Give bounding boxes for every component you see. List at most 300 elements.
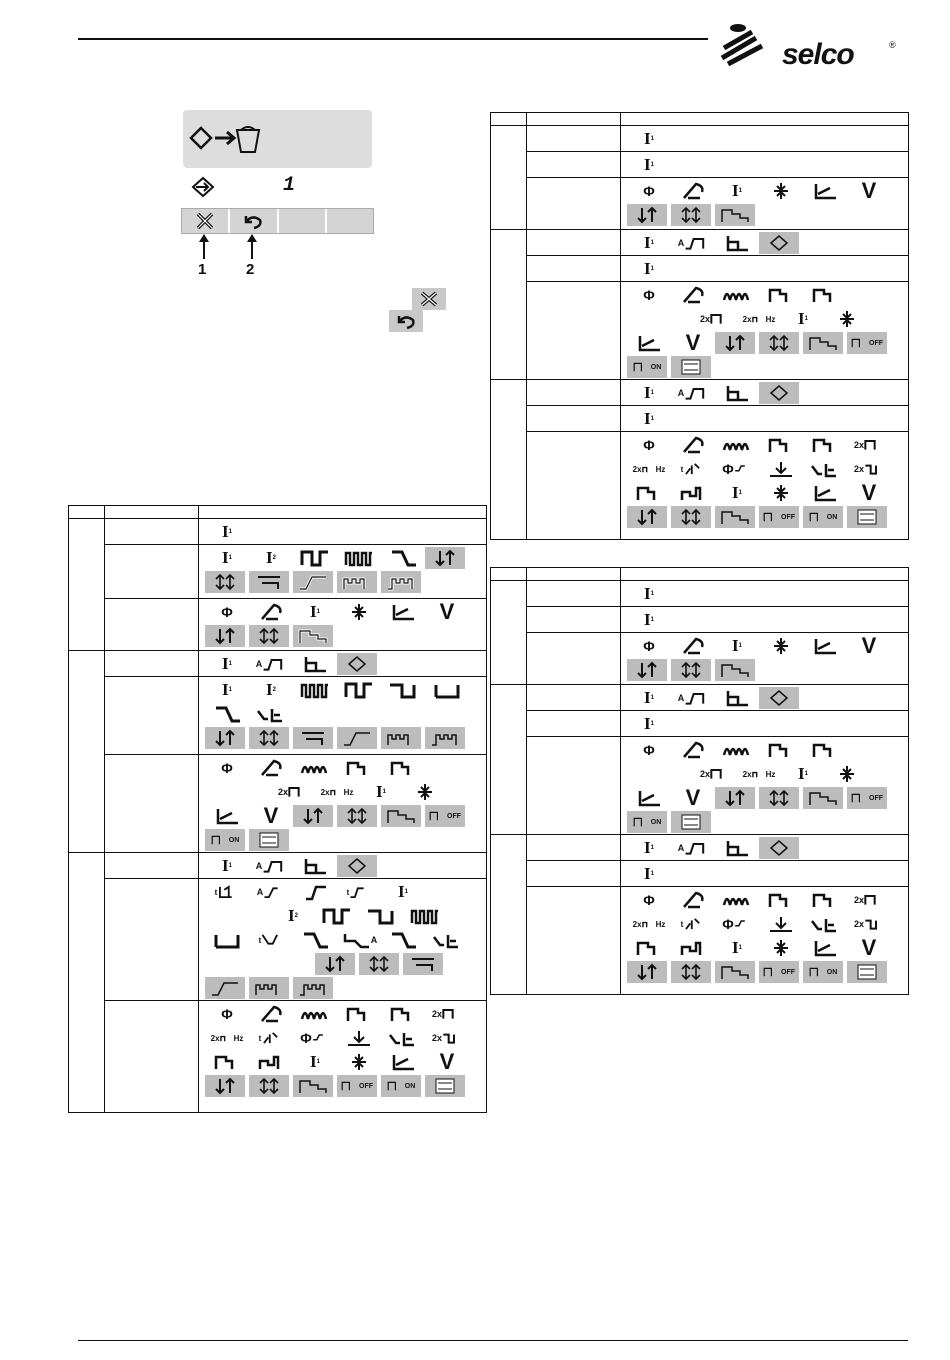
torch-icon bbox=[671, 739, 715, 761]
updown2-icon bbox=[759, 332, 799, 354]
updown2-icon bbox=[671, 659, 711, 681]
t-level-icon bbox=[293, 727, 333, 749]
crossarrows-icon bbox=[759, 937, 803, 959]
icon-cell bbox=[199, 1001, 487, 1113]
phi-icon: Φ bbox=[643, 183, 655, 199]
on-key-icon: ON bbox=[627, 356, 667, 378]
voltage-icon: V bbox=[861, 480, 877, 505]
updown-icon bbox=[293, 805, 333, 827]
t-valley-icon: t bbox=[249, 929, 293, 951]
updown-icon bbox=[425, 547, 465, 569]
undo-icon bbox=[395, 313, 417, 329]
current-i2-icon: I 2 bbox=[266, 548, 276, 567]
current-i1-icon: I 1 bbox=[222, 522, 232, 541]
off-key-icon: OFF bbox=[337, 1075, 377, 1097]
2x-pulse-icon: 2x bbox=[425, 1003, 469, 1025]
voltage-icon: V bbox=[861, 178, 877, 203]
down-ramp-icon bbox=[205, 703, 249, 725]
phi-icon: Φ bbox=[643, 892, 655, 908]
slope-icon bbox=[381, 1051, 425, 1073]
header-rule bbox=[78, 38, 708, 40]
down-ramp-icon bbox=[293, 929, 337, 951]
col-h-3 bbox=[621, 113, 909, 126]
current-i1-icon: I 1 bbox=[644, 688, 654, 707]
current-i1-icon: I 1 bbox=[398, 882, 408, 901]
2x-hz-icon: 2x Hz bbox=[742, 769, 776, 779]
torch-icon bbox=[671, 180, 715, 202]
cancel-icon bbox=[419, 291, 439, 307]
voltage-icon: V bbox=[861, 633, 877, 658]
current-i1-icon: I 1 bbox=[732, 636, 742, 655]
label-cell bbox=[527, 126, 621, 152]
mode-table-right-bottom bbox=[490, 567, 909, 995]
col-h-2 bbox=[527, 568, 621, 581]
t-drop-icon: t bbox=[249, 1027, 293, 1049]
icon-cell bbox=[199, 879, 487, 1001]
panel-key-icon bbox=[249, 829, 289, 851]
pulse-sync2-icon bbox=[381, 571, 421, 593]
icon-cell bbox=[621, 711, 909, 737]
pulse-khz-icon bbox=[337, 547, 381, 569]
icon-cell bbox=[621, 432, 909, 540]
icon-cell bbox=[621, 178, 909, 230]
drop-t-icon bbox=[381, 1027, 425, 1049]
current-i1-icon: I 1 bbox=[644, 610, 654, 629]
label-cell bbox=[527, 380, 621, 406]
pulse-sync-icon bbox=[381, 727, 421, 749]
undo-key-example bbox=[389, 310, 423, 332]
label-cell bbox=[527, 406, 621, 432]
undo-icon bbox=[242, 212, 264, 230]
current-i1-icon: I 1 bbox=[798, 309, 808, 328]
voltage-icon: V bbox=[439, 1049, 455, 1074]
phi-icon: Φ bbox=[643, 437, 655, 453]
pulse-hz-icon bbox=[315, 905, 359, 927]
slope-icon bbox=[205, 805, 249, 827]
current-i1-icon: I 1 bbox=[644, 155, 654, 174]
t-ramp-icon: t bbox=[337, 881, 381, 903]
icon-cell bbox=[199, 545, 487, 599]
slope-icon bbox=[381, 601, 425, 623]
label-cell bbox=[105, 599, 199, 651]
a-down-icon: A bbox=[337, 929, 381, 951]
panel-key-icon bbox=[847, 506, 887, 528]
drop-t-icon bbox=[425, 929, 469, 951]
crossarrows-icon bbox=[759, 482, 803, 504]
icon-cell bbox=[621, 861, 909, 887]
t-drop-icon: t bbox=[205, 881, 249, 903]
phi-icon: Φ bbox=[221, 1006, 233, 1022]
a-step-icon: A bbox=[249, 855, 293, 877]
torch-icon bbox=[671, 635, 715, 657]
current-i1-icon: I 1 bbox=[222, 856, 232, 875]
off-key-icon: OFF bbox=[847, 787, 887, 809]
crossarrows-icon bbox=[337, 1051, 381, 1073]
icon-cell bbox=[621, 737, 909, 835]
pulse-pct-icon bbox=[359, 905, 403, 927]
label-cell bbox=[527, 633, 621, 685]
updown2-icon bbox=[249, 1075, 289, 1097]
icon-cell bbox=[199, 599, 487, 651]
step-a-icon bbox=[337, 757, 381, 779]
2x-pulse-icon: 2x bbox=[847, 434, 891, 456]
steps-icon bbox=[293, 625, 333, 647]
current-i1-icon: I 1 bbox=[644, 259, 654, 278]
crossarrows-icon bbox=[403, 781, 447, 803]
on-key-icon: ON bbox=[205, 829, 245, 851]
on-key-icon: ON bbox=[627, 811, 667, 833]
icon-cell bbox=[621, 230, 909, 256]
phi-icon: Φ bbox=[221, 604, 233, 620]
cancel-key-example bbox=[412, 288, 446, 310]
step-a-icon bbox=[759, 284, 803, 306]
diamond-key-icon bbox=[759, 232, 799, 254]
steps-icon bbox=[715, 659, 755, 681]
step-t-icon bbox=[671, 937, 715, 959]
callout-2: 2 bbox=[246, 261, 255, 278]
step-b-icon bbox=[803, 284, 847, 306]
icon-cell bbox=[621, 152, 909, 178]
crossarrows-icon bbox=[825, 308, 869, 330]
phi-icon: Φ bbox=[643, 287, 655, 303]
2x-hz-icon: 2x Hz bbox=[320, 787, 354, 797]
icon-cell bbox=[621, 282, 909, 380]
updown2-icon bbox=[337, 805, 377, 827]
panel-key-icon bbox=[425, 1075, 465, 1097]
current-i1-icon: I 1 bbox=[644, 584, 654, 603]
icon-cell bbox=[621, 581, 909, 607]
drop-t-icon bbox=[803, 913, 847, 935]
slope-icon bbox=[803, 180, 847, 202]
coil-icon bbox=[715, 284, 759, 306]
label-cell bbox=[527, 230, 621, 256]
col-h-3 bbox=[199, 506, 487, 519]
coil-icon bbox=[293, 1003, 337, 1025]
on-key-icon: ON bbox=[381, 1075, 421, 1097]
group-cell bbox=[491, 230, 527, 380]
rise-icon bbox=[337, 727, 377, 749]
label-cell bbox=[105, 677, 199, 755]
pulse-hz-icon bbox=[293, 547, 337, 569]
drop-t-icon bbox=[803, 458, 847, 480]
pulse-a-icon bbox=[205, 929, 249, 951]
brand-reg: ® bbox=[889, 40, 896, 50]
updown2-icon bbox=[205, 571, 245, 593]
label-cell bbox=[527, 178, 621, 230]
updown2-icon bbox=[759, 787, 799, 809]
brand-name: selco bbox=[782, 38, 854, 71]
current-i1-icon: I 1 bbox=[732, 938, 742, 957]
2x-hz-icon: 2x Hz bbox=[632, 919, 666, 929]
off-key-icon: OFF bbox=[847, 332, 887, 354]
panel-key-icon bbox=[671, 811, 711, 833]
phi-icon: Φ bbox=[643, 742, 655, 758]
label-cell bbox=[527, 152, 621, 178]
phi-ramp-icon: Φ bbox=[293, 1027, 337, 1049]
group-cell bbox=[491, 581, 527, 685]
updown-icon bbox=[315, 953, 355, 975]
step-icon bbox=[293, 855, 337, 877]
label-cell bbox=[105, 651, 199, 677]
current-i1-icon: I 1 bbox=[222, 548, 232, 567]
group-cell bbox=[69, 853, 105, 1113]
icon-cell bbox=[621, 126, 909, 152]
steps-icon bbox=[715, 204, 755, 226]
empty-softkey-4[interactable] bbox=[327, 209, 373, 233]
updown-icon bbox=[627, 204, 667, 226]
label-cell bbox=[527, 256, 621, 282]
icon-cell bbox=[199, 853, 487, 879]
arrow-down-icon bbox=[759, 913, 803, 935]
icon-cell bbox=[621, 607, 909, 633]
label-cell bbox=[527, 432, 621, 540]
2x-pulse-icon: 2x bbox=[693, 308, 737, 330]
updown2-icon bbox=[671, 506, 711, 528]
step-a-icon bbox=[337, 1003, 381, 1025]
lcd-screen bbox=[183, 110, 372, 168]
phi-ramp-icon: Φ bbox=[715, 458, 759, 480]
coil-icon bbox=[715, 434, 759, 456]
undo-softkey[interactable] bbox=[230, 209, 278, 233]
crossarrows-icon bbox=[337, 601, 381, 623]
current-i1-icon: I 1 bbox=[644, 838, 654, 857]
current-i1-icon: I 1 bbox=[644, 383, 654, 402]
icon-cell bbox=[621, 887, 909, 995]
a-step-icon: A bbox=[249, 653, 293, 675]
group-cell bbox=[69, 519, 105, 651]
steps-icon bbox=[715, 506, 755, 528]
diamond-key-icon bbox=[759, 687, 799, 709]
softkey-bar bbox=[181, 208, 374, 234]
status-row bbox=[183, 174, 372, 200]
voltage-icon: V bbox=[861, 935, 877, 960]
step-a-icon bbox=[759, 739, 803, 761]
panel-key-icon bbox=[847, 961, 887, 983]
steps-icon bbox=[803, 332, 843, 354]
steps-icon bbox=[715, 961, 755, 983]
arrow-down-icon bbox=[759, 458, 803, 480]
col-h-2 bbox=[527, 113, 621, 126]
crossarrows-icon bbox=[825, 763, 869, 785]
label-cell bbox=[527, 861, 621, 887]
phi-icon: Φ bbox=[643, 638, 655, 654]
2x-pulse-icon: 2x bbox=[847, 889, 891, 911]
diamond-key-icon bbox=[337, 653, 377, 675]
callout-1: 1 bbox=[198, 261, 207, 278]
load-to-memory-icon bbox=[189, 124, 269, 156]
label-cell bbox=[105, 519, 199, 545]
coil-icon bbox=[293, 757, 337, 779]
icon-cell bbox=[199, 651, 487, 677]
t-drop-icon: t bbox=[671, 458, 715, 480]
step-c-icon bbox=[205, 1051, 249, 1073]
job-number: 1 bbox=[283, 174, 296, 197]
a-step-icon: A bbox=[671, 232, 715, 254]
torch-icon bbox=[671, 434, 715, 456]
current-i1-icon: I 1 bbox=[644, 409, 654, 428]
mode-table-right-top bbox=[490, 112, 909, 540]
updown-icon bbox=[715, 332, 755, 354]
coil-icon bbox=[715, 739, 759, 761]
cancel-softkey[interactable] bbox=[182, 209, 230, 233]
a-step-icon: A bbox=[671, 837, 715, 859]
step-icon bbox=[715, 837, 759, 859]
label-cell bbox=[105, 755, 199, 853]
crossarrows-icon bbox=[759, 635, 803, 657]
pulse-sync-icon bbox=[337, 571, 377, 593]
t-level-icon bbox=[249, 571, 289, 593]
updown2-icon bbox=[359, 953, 399, 975]
updown-icon bbox=[205, 1075, 245, 1097]
current-i1-icon: I 1 bbox=[644, 864, 654, 883]
torch-icon bbox=[249, 1003, 293, 1025]
steps-icon bbox=[803, 787, 843, 809]
slope-icon bbox=[803, 937, 847, 959]
panel-key-icon bbox=[671, 356, 711, 378]
step-a-icon bbox=[759, 889, 803, 911]
steps-icon bbox=[381, 805, 421, 827]
pulse-sync2-icon bbox=[425, 727, 465, 749]
pulse-hz-icon bbox=[337, 679, 381, 701]
step-c-icon bbox=[627, 482, 671, 504]
updown2-icon bbox=[671, 204, 711, 226]
torch-icon bbox=[671, 889, 715, 911]
callout-arrow-2 bbox=[251, 241, 253, 259]
updown-icon bbox=[627, 961, 667, 983]
drop-t-icon bbox=[249, 703, 293, 725]
step-b-icon bbox=[381, 1003, 425, 1025]
slope-icon bbox=[803, 482, 847, 504]
updown-icon bbox=[205, 727, 245, 749]
group-cell bbox=[69, 651, 105, 853]
on-key-icon: ON bbox=[803, 961, 843, 983]
label-cell bbox=[105, 879, 199, 1001]
current-i1-icon: I 1 bbox=[222, 680, 232, 699]
updown-icon bbox=[627, 506, 667, 528]
on-key-icon: ON bbox=[803, 506, 843, 528]
step-icon bbox=[715, 687, 759, 709]
group-cell bbox=[491, 126, 527, 230]
a-ramp-icon: A bbox=[249, 881, 293, 903]
updown-icon bbox=[627, 659, 667, 681]
current-i1-icon: I 1 bbox=[644, 714, 654, 733]
updown2-icon bbox=[671, 961, 711, 983]
off-key-icon: OFF bbox=[759, 961, 799, 983]
slope-icon bbox=[627, 332, 671, 354]
step-b-icon bbox=[803, 739, 847, 761]
step-icon bbox=[293, 653, 337, 675]
footer-rule bbox=[78, 1340, 908, 1341]
empty-softkey-3[interactable] bbox=[279, 209, 327, 233]
diamond-key-icon bbox=[337, 855, 377, 877]
voltage-icon: V bbox=[439, 599, 455, 624]
current-i1-icon: I 1 bbox=[222, 654, 232, 673]
label-cell bbox=[527, 282, 621, 380]
label-cell bbox=[527, 685, 621, 711]
label-cell bbox=[105, 1001, 199, 1113]
label-cell bbox=[527, 581, 621, 607]
label-cell bbox=[527, 835, 621, 861]
torch-icon bbox=[249, 601, 293, 623]
a-step-icon: A bbox=[671, 382, 715, 404]
pulse-a-icon bbox=[425, 679, 469, 701]
current-i1-icon: I 1 bbox=[376, 782, 386, 801]
label-cell bbox=[527, 887, 621, 995]
2x-pulse-icon: 2x bbox=[271, 781, 315, 803]
down-ramp-icon bbox=[381, 547, 425, 569]
torch-icon bbox=[671, 284, 715, 306]
updown2-icon bbox=[249, 625, 289, 647]
current-i2-icon: I 2 bbox=[288, 906, 298, 925]
col-h-3 bbox=[621, 568, 909, 581]
2x-hz-icon: 2x Hz bbox=[210, 1033, 244, 1043]
torch-icon bbox=[249, 757, 293, 779]
arrow-down-icon bbox=[337, 1027, 381, 1049]
label-cell bbox=[105, 853, 199, 879]
icon-cell bbox=[621, 835, 909, 861]
slope-icon bbox=[627, 787, 671, 809]
2x-pct-icon: 2x bbox=[847, 458, 891, 480]
label-cell bbox=[527, 607, 621, 633]
current-i1-icon: I 1 bbox=[310, 1052, 320, 1071]
icon-cell bbox=[621, 685, 909, 711]
col-h-1 bbox=[491, 113, 527, 126]
off-key-icon: OFF bbox=[425, 805, 465, 827]
diamond-key-icon bbox=[759, 382, 799, 404]
label-cell bbox=[527, 737, 621, 835]
step-c-icon bbox=[627, 937, 671, 959]
col-h-1 bbox=[491, 568, 527, 581]
group-cell bbox=[491, 835, 527, 995]
pulse-khz-icon bbox=[293, 679, 337, 701]
icon-cell bbox=[621, 406, 909, 432]
col-h-2 bbox=[105, 506, 199, 519]
group-cell bbox=[491, 380, 527, 540]
group-cell bbox=[491, 685, 527, 835]
pulse-pct-icon bbox=[381, 679, 425, 701]
steps-icon bbox=[293, 1075, 333, 1097]
2x-hz-icon: 2x Hz bbox=[632, 464, 666, 474]
step-icon bbox=[715, 232, 759, 254]
voltage-icon: V bbox=[685, 785, 701, 810]
col-h-1 bbox=[69, 506, 105, 519]
ramp-icon bbox=[293, 881, 337, 903]
current-i1-icon: I 1 bbox=[732, 181, 742, 200]
label-cell bbox=[527, 711, 621, 737]
icon-cell bbox=[199, 677, 487, 755]
step-b-icon bbox=[381, 757, 425, 779]
down-ramp-icon bbox=[381, 929, 425, 951]
step-icon bbox=[715, 382, 759, 404]
current-i1-icon: I 1 bbox=[732, 483, 742, 502]
a-step-icon: A bbox=[671, 687, 715, 709]
current-i1-icon: I 1 bbox=[644, 233, 654, 252]
voltage-icon: V bbox=[263, 803, 279, 828]
current-i1-icon: I 1 bbox=[644, 129, 654, 148]
voltage-icon: V bbox=[685, 330, 701, 355]
phi-ramp-icon: Φ bbox=[715, 913, 759, 935]
icon-cell bbox=[199, 519, 487, 545]
mode-table-left bbox=[68, 505, 487, 1113]
step-b-icon bbox=[803, 434, 847, 456]
icon-cell bbox=[621, 380, 909, 406]
crossarrows-icon bbox=[759, 180, 803, 202]
pulse-sync2-icon bbox=[293, 977, 333, 999]
icon-cell bbox=[621, 256, 909, 282]
step-b-icon bbox=[803, 889, 847, 911]
current-i2-icon: I 2 bbox=[266, 680, 276, 699]
t-level-icon bbox=[403, 953, 443, 975]
